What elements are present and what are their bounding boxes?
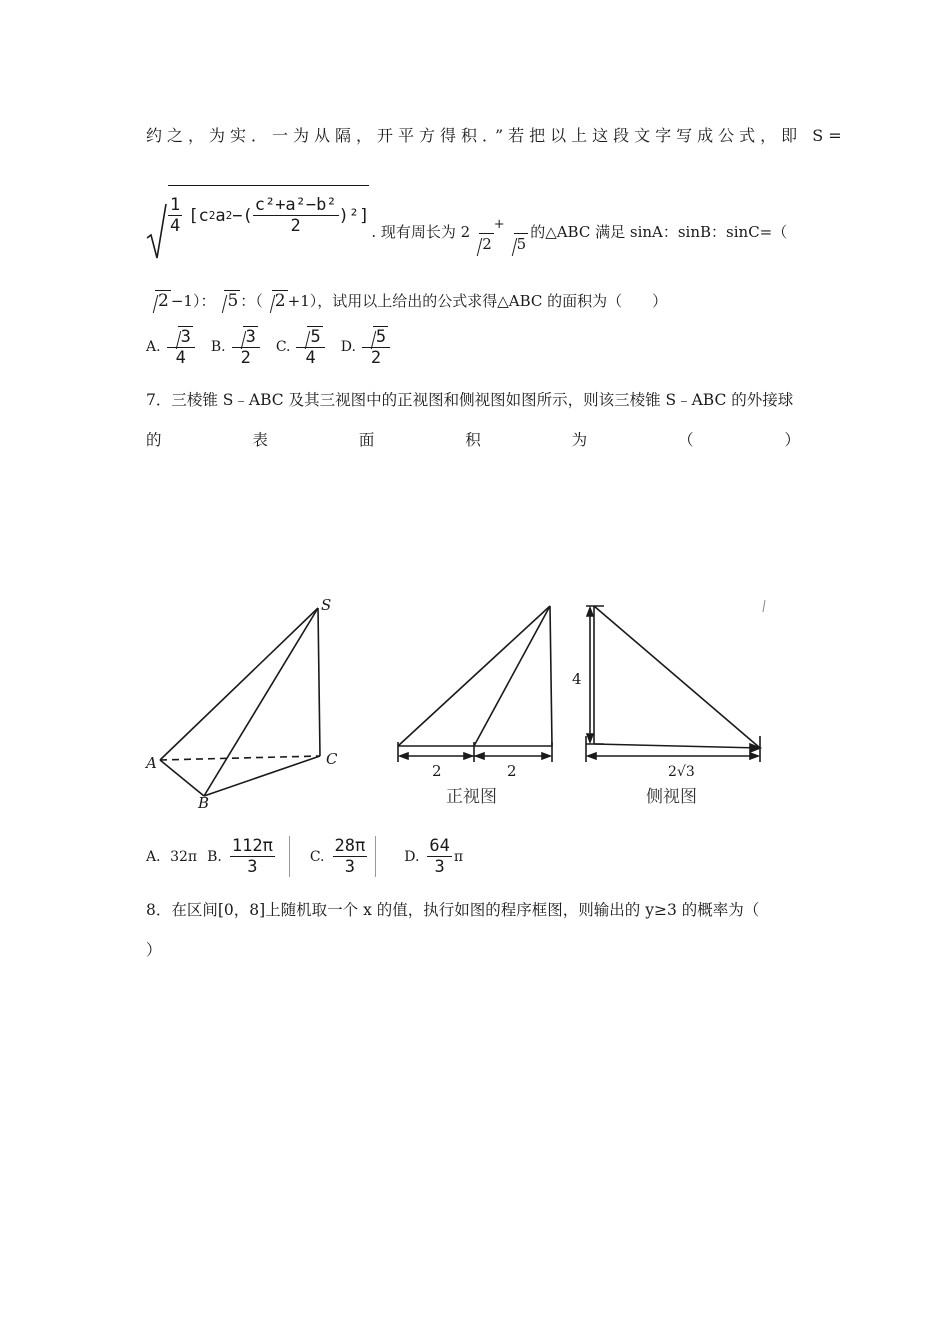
sqrt5-value: 5 (514, 233, 529, 254)
q6-a-den: 4 (175, 348, 186, 368)
quarter-den: 4 (170, 216, 181, 236)
front-view-caption: 正视图 (446, 787, 497, 807)
q6-b-den: 2 (240, 348, 251, 368)
bracket-c: [c (188, 205, 209, 226)
q7-line2-word: 积 (465, 431, 481, 449)
ratio-part3: +1），试用以上给出的公式求得△ABC 的面积为（ ） (287, 291, 668, 310)
q6-option-a (167, 326, 195, 368)
q7-line-1: 7．三棱锥 S﹣ABC 及其三视图中的正视图和侧视图如图所示，则该三棱锥 S﹣ABC 的外接球 (146, 391, 794, 409)
ratio-line (146, 290, 667, 311)
ratio-sqrt2-b: 2 (272, 290, 288, 311)
inner-fraction (253, 195, 339, 236)
plus-sign: + (493, 217, 505, 232)
q7-d-suffix: π (453, 848, 464, 865)
q7-line2-word: 表 (252, 431, 268, 449)
front-left-edge (398, 606, 550, 746)
side-view (586, 600, 765, 762)
letter-a: a (215, 205, 226, 226)
q6-option-b-label: B. (210, 339, 226, 355)
q7-figure (140, 596, 780, 816)
side-base-label: 2√3 (668, 764, 695, 780)
q7-line2-word: （ (678, 431, 694, 449)
perimeter-sqrt5 (505, 233, 529, 254)
side-dim-arrows (587, 608, 760, 759)
front-dim-right: 2 (507, 762, 517, 780)
sqrt2-value: 2 (479, 233, 494, 254)
label-C: C (326, 750, 338, 768)
q7-option-b-label: B. (207, 848, 222, 865)
radicand (168, 185, 369, 242)
ratio-sqrt2-a: 2 (155, 290, 171, 311)
inner-num: c²+a²−b² (254, 195, 337, 215)
q7-d-num: 64 (429, 836, 450, 856)
edge-BC (204, 756, 320, 796)
edge-AC-hidden (160, 756, 320, 760)
q6-option-a-label: A. (146, 339, 161, 355)
q6-d-den: 2 (370, 348, 382, 368)
big-radical-sign (146, 202, 168, 262)
edge-CS (318, 608, 320, 756)
edge-AB (160, 760, 204, 796)
q6-options (146, 326, 390, 368)
ratio-sqrt5: 5 (224, 290, 240, 311)
side-height-label: 4 (572, 670, 582, 688)
q6-option-d-label: D. (340, 339, 356, 355)
q7-option-b (230, 836, 290, 877)
q7-options (146, 836, 463, 877)
perimeter-text: . 现有周长为 2 (371, 223, 471, 241)
q7-d-den: 3 (434, 857, 445, 877)
ratio-intro: 的△ABC 满足 sinA：sinB：sinC=（ (530, 223, 788, 241)
q6-c-den: 4 (305, 348, 316, 368)
q6-option-b (232, 326, 260, 368)
q7-option-c (333, 836, 377, 877)
q6-d-num: 5 (373, 326, 388, 347)
q6-option-d (362, 326, 390, 368)
quarter-fraction (168, 195, 182, 236)
paragraph-line-1: 约之，为实．一为从隔，开平方得积．”若把以上这段文字写成公式，即 S= (146, 126, 847, 145)
sup-2-b: 2 (225, 208, 233, 222)
q7-b-num: 112π (231, 836, 273, 856)
side-hypotenuse (594, 606, 760, 748)
sup-2-a: 2 (208, 208, 216, 222)
q7-line2-word: ） (784, 431, 800, 449)
q7-line2-word: 的 (146, 431, 162, 449)
quarter-num: 1 (170, 195, 181, 215)
inner-den: 2 (290, 216, 301, 236)
minus-paren: −( (232, 205, 253, 226)
label-B: B (198, 794, 210, 812)
q7-b-den: 3 (247, 857, 258, 877)
q7-option-c-label: C. (309, 848, 325, 865)
q7-c-den: 3 (344, 857, 355, 877)
front-middle-edge (474, 606, 550, 746)
q7-line-2 (146, 430, 800, 450)
q7-c-num: 28π (334, 836, 366, 856)
q7-option-d-label: D. (404, 848, 420, 865)
formula-line (146, 195, 788, 264)
front-dim-left: 2 (432, 762, 442, 780)
side-view-caption: 侧视图 (646, 787, 697, 807)
q6-a-num: 3 (178, 326, 193, 347)
front-right-edge (550, 606, 552, 746)
pyramid-drawing (160, 608, 320, 796)
q8-line-1: 8．在区间[0，8]上随机取一个 x 的值，执行如图的程序框图，则输出的 y≥3 的概率为（ (146, 901, 760, 919)
q6-b-num: 3 (243, 326, 258, 347)
q6-option-c (296, 326, 324, 368)
label-A: A (146, 754, 157, 772)
ratio-part2: ：（ (240, 291, 263, 310)
q7-option-d (427, 836, 451, 877)
side-base (594, 744, 760, 748)
q7-line2-word: 为 (571, 431, 588, 449)
q8-line-2: ） (146, 941, 162, 959)
q7-option-a: A．32π (146, 848, 198, 865)
ratio-part1: −1）： (170, 291, 216, 310)
q6-c-num: 5 (307, 326, 322, 347)
scan-mark (763, 600, 765, 612)
q7-line2-word: 面 (358, 431, 375, 449)
perimeter-sqrt2 (470, 233, 494, 254)
front-view (398, 606, 552, 762)
q6-option-c-label: C. (275, 339, 291, 355)
label-S: S (321, 596, 332, 614)
close-paren: )²] (338, 205, 370, 226)
